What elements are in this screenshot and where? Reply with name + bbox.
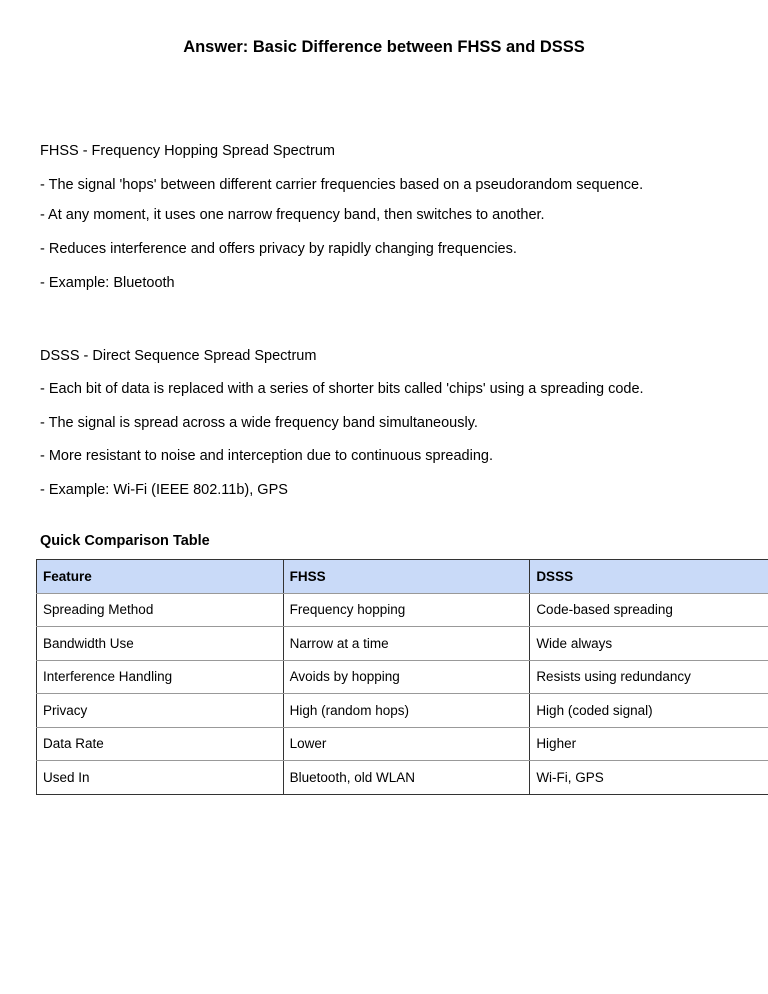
cell: Spreading Method [37, 593, 284, 627]
table-header-row [37, 560, 768, 594]
cell: Narrow at a time [283, 627, 530, 661]
cell: Used In [37, 761, 284, 795]
cell: Code-based spreading [530, 593, 768, 627]
cell: Data Rate [37, 727, 284, 761]
dsss-heading: DSSS - Direct Sequence Spread Spectrum [40, 348, 317, 364]
cell: Resists using redundancy [530, 660, 768, 694]
fhss-point: - Reduces interference and offers privacy by rapidly changing frequencies. [40, 241, 517, 257]
table-row [37, 761, 768, 795]
cell: Wi-Fi, GPS [530, 761, 768, 795]
table-row [37, 727, 768, 761]
cell: Lower [283, 727, 530, 761]
table-row [37, 593, 768, 627]
page-title: Answer: Basic Difference between FHSS and DSSS [183, 38, 585, 56]
dsss-point: - Example: Wi-Fi (IEEE 802.11b), GPS [40, 482, 288, 498]
table-row [37, 660, 768, 694]
table-row [37, 627, 768, 661]
cell: Bandwidth Use [37, 627, 284, 661]
fhss-point: - At any moment, it uses one narrow frequency band, then switches to another. [40, 207, 545, 223]
dsss-point: - Each bit of data is replaced with a series of shorter bits called 'chips' using a spreading code. [40, 381, 644, 397]
dsss-point: - More resistant to noise and interception due to continuous spreading. [40, 448, 493, 464]
cell: Interference Handling [37, 660, 284, 694]
cell: Bluetooth, old WLAN [283, 761, 530, 795]
cell: Wide always [530, 627, 768, 661]
cell: Higher [530, 727, 768, 761]
table-title: Quick Comparison Table [40, 533, 210, 549]
cell: Privacy [37, 694, 284, 728]
dsss-point: - The signal is spread across a wide frequency band simultaneously. [40, 415, 478, 431]
cell: High (random hops) [283, 694, 530, 728]
cell: High (coded signal) [530, 694, 768, 728]
fhss-point: - Example: Bluetooth [40, 275, 175, 291]
header-cell: DSSS [530, 560, 768, 594]
cell: Frequency hopping [283, 593, 530, 627]
cell: Avoids by hopping [283, 660, 530, 694]
header-cell: Feature [37, 560, 284, 594]
fhss-heading: FHSS - Frequency Hopping Spread Spectrum [40, 143, 335, 159]
table-row [37, 694, 768, 728]
header-cell: FHSS [283, 560, 530, 594]
comparison-table [36, 559, 768, 795]
fhss-point: - The signal 'hops' between different carrier frequencies based on a pseudorandom sequence. [40, 177, 644, 193]
